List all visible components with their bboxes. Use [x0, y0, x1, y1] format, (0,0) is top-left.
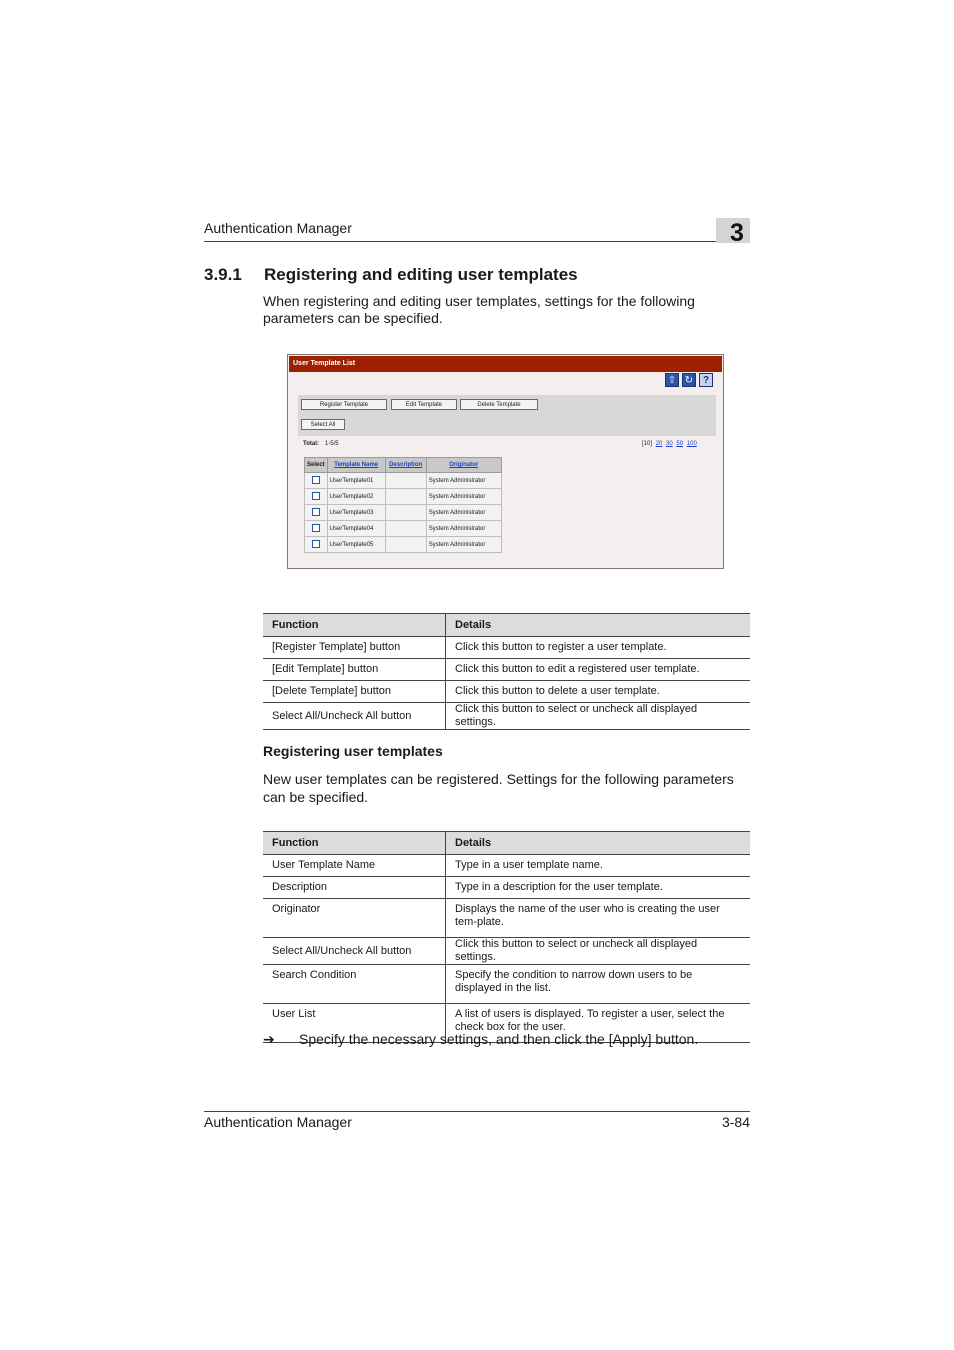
function-cell: Originator: [263, 899, 446, 938]
edit-template-button[interactable]: Edit Template: [391, 399, 457, 410]
running-footer: Authentication Manager: [204, 1114, 352, 1130]
page-size-30-link[interactable]: 30: [666, 441, 673, 447]
details-cell: Click this button to select or uncheck all displayed settings.: [446, 938, 751, 965]
chapter-number: 3: [730, 219, 744, 247]
function-cell: [Delete Template] button: [263, 681, 446, 703]
originator-cell: System Administrator: [426, 489, 501, 505]
row-checkbox[interactable]: [312, 524, 320, 532]
running-header: Authentication Manager: [204, 220, 352, 236]
section-number: 3.9.1: [204, 265, 242, 284]
screenshot-toolbar: [298, 395, 716, 436]
details-cell: Displays the name of the user who is creating the user tem-plate.: [446, 899, 751, 938]
table-header-details: Details: [446, 614, 751, 637]
table-row: [263, 877, 750, 899]
header-rule: [204, 241, 718, 242]
description-cell: [385, 505, 426, 521]
section-heading: [204, 265, 578, 285]
function-cell: [Register Template] button: [263, 637, 446, 659]
details-cell: Click this button to register a user template.: [446, 637, 751, 659]
table-row: [263, 637, 750, 659]
table-row: [263, 965, 750, 1004]
footer-rule: [204, 1111, 750, 1112]
help-icon[interactable]: ?: [699, 373, 713, 387]
page-size-50-link[interactable]: 50: [676, 441, 684, 447]
select-all-button[interactable]: Select All: [301, 419, 345, 430]
function-cell: Search Condition: [263, 965, 446, 1004]
details-cell: Type in a user template name.: [446, 855, 751, 877]
col-select: Select: [305, 458, 328, 473]
delete-template-button[interactable]: Delete Template: [460, 399, 538, 410]
screenshot-icon-group: [665, 373, 713, 387]
originator-cell: System Administrator: [426, 473, 501, 489]
function-cell: Select All/Uncheck All button: [263, 703, 446, 730]
table-header-function: Function: [263, 832, 446, 855]
table-row: [263, 659, 750, 681]
function-cell: User Template Name: [263, 855, 446, 877]
page-number: 3-84: [721, 1114, 750, 1130]
total-label: Total:: [303, 441, 319, 447]
arrow-icon: ➔: [263, 1031, 275, 1047]
total-value: 1-5/5: [324, 441, 339, 447]
template-list-table: [304, 457, 502, 553]
description-cell: [385, 521, 426, 537]
details-cell: A list of users is displayed. To register a user, select the check box for the user.: [446, 1004, 751, 1043]
template-name-cell: UserTemplate04: [327, 521, 385, 537]
refresh-icon[interactable]: ↻: [682, 373, 696, 387]
screenshot-title-bar: User Template List: [289, 356, 722, 372]
template-name-cell: UserTemplate03: [327, 505, 385, 521]
description-cell: [385, 489, 426, 505]
total-count: [303, 441, 339, 447]
details-cell: Click this button to delete a user template.: [446, 681, 751, 703]
details-cell: Specify the condition to narrow down users to be displayed in the list.: [446, 965, 751, 1004]
details-cell: Click this button to select or uncheck all displayed settings.: [446, 703, 751, 730]
page-size-20-link[interactable]: 20: [655, 441, 663, 447]
template-name-cell: UserTemplate02: [327, 489, 385, 505]
function-table-2: [263, 831, 750, 1043]
col-description[interactable]: Description: [385, 458, 426, 473]
subsection-heading: Registering user templates: [263, 743, 443, 759]
function-table-1: [263, 613, 750, 730]
page-size-selector: [642, 441, 697, 447]
template-name-cell: UserTemplate05: [327, 537, 385, 553]
instruction-step: [263, 1031, 698, 1048]
row-checkbox[interactable]: [312, 508, 320, 516]
template-name-cell: UserTemplate01: [327, 473, 385, 489]
step-text: Specify the necessary settings, and then click the [Apply] button.: [299, 1031, 699, 1047]
page-size-100-link[interactable]: 100: [686, 441, 697, 447]
table-row: [305, 521, 502, 537]
table-row: [305, 537, 502, 553]
function-cell: Description: [263, 877, 446, 899]
table-row: [263, 938, 750, 965]
user-template-list-screenshot: [287, 354, 724, 569]
row-checkbox[interactable]: [312, 476, 320, 484]
page-size-current: [10]: [642, 441, 653, 447]
function-cell: User List: [263, 1004, 446, 1043]
register-template-button[interactable]: Register Template: [301, 399, 387, 410]
originator-cell: System Administrator: [426, 521, 501, 537]
details-cell: Click this button to edit a registered user template.: [446, 659, 751, 681]
row-checkbox[interactable]: [312, 492, 320, 500]
table-row: [263, 855, 750, 877]
col-template-name[interactable]: Template Name: [327, 458, 385, 473]
function-cell: Select All/Uncheck All button: [263, 938, 446, 965]
table-row: [263, 703, 750, 730]
table-row: [305, 473, 502, 489]
section-title: Registering and editing user templates: [264, 265, 578, 284]
table-header-details: Details: [446, 832, 751, 855]
table-row: [263, 681, 750, 703]
details-cell: Type in a description for the user template.: [446, 877, 751, 899]
description-cell: [385, 473, 426, 489]
function-cell: [Edit Template] button: [263, 659, 446, 681]
table-row: [305, 489, 502, 505]
row-checkbox[interactable]: [312, 540, 320, 548]
up-arrow-icon[interactable]: ⇧: [665, 373, 679, 387]
description-cell: [385, 537, 426, 553]
originator-cell: System Administrator: [426, 505, 501, 521]
table-row: [305, 505, 502, 521]
intro-paragraph: When registering and editing user templates, settings for the following parameters can be specified.: [263, 293, 695, 326]
table-header-function: Function: [263, 614, 446, 637]
table-row: [263, 899, 750, 938]
col-originator[interactable]: Originator: [426, 458, 501, 473]
subsection-paragraph: New user templates can be registered. Settings for the following parameters can be specified.: [263, 771, 734, 805]
originator-cell: System Administrator: [426, 537, 501, 553]
